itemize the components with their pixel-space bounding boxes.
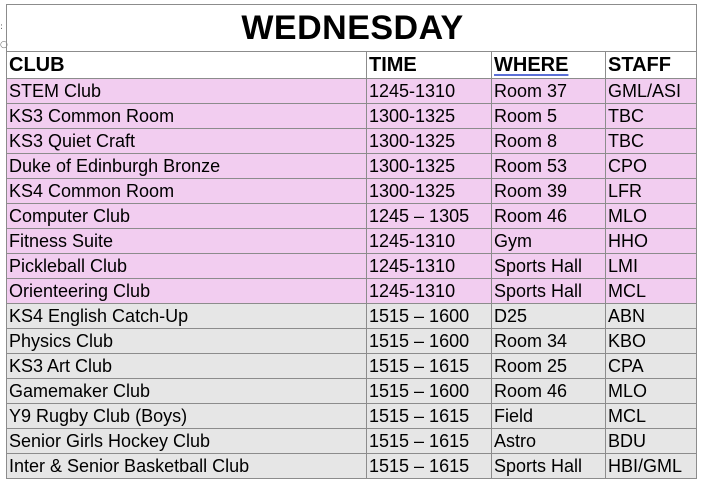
cell-staff: KBO <box>606 329 697 354</box>
table-body <box>7 79 697 479</box>
header-row <box>7 52 697 79</box>
cell-club: Orienteering Club <box>7 279 367 304</box>
cell-club: KS3 Quiet Craft <box>7 129 367 154</box>
cell-club: Senior Girls Hockey Club <box>7 429 367 454</box>
cell-where: Room 46 <box>492 379 606 404</box>
cell-time: 1515 – 1615 <box>367 404 492 429</box>
table-row <box>7 379 697 404</box>
cell-club: STEM Club <box>7 79 367 104</box>
header-club: CLUB <box>7 52 367 79</box>
table-row <box>7 304 697 329</box>
cell-where: Field <box>492 404 606 429</box>
table-row <box>7 179 697 204</box>
cell-time: 1245-1310 <box>367 79 492 104</box>
table-row <box>7 104 697 129</box>
table-row <box>7 254 697 279</box>
cell-club: Pickleball Club <box>7 254 367 279</box>
cell-time: 1515 – 1600 <box>367 304 492 329</box>
header-staff: STAFF <box>606 52 697 79</box>
cell-where: D25 <box>492 304 606 329</box>
cell-where: Room 46 <box>492 204 606 229</box>
cell-time: 1515 – 1615 <box>367 454 492 479</box>
cell-staff: TBC <box>606 104 697 129</box>
cell-club: KS3 Art Club <box>7 354 367 379</box>
cell-club: Y9 Rugby Club (Boys) <box>7 404 367 429</box>
cell-staff: CPA <box>606 354 697 379</box>
table-title: WEDNESDAY <box>7 5 697 52</box>
table-row <box>7 454 697 479</box>
table-anchor-marker: : <box>0 22 4 32</box>
cell-where: Room 8 <box>492 129 606 154</box>
cell-staff: LFR <box>606 179 697 204</box>
cell-staff: MLO <box>606 379 697 404</box>
cell-where: Room 53 <box>492 154 606 179</box>
cell-where: Sports Hall <box>492 279 606 304</box>
table-row <box>7 229 697 254</box>
cell-where: Sports Hall <box>492 254 606 279</box>
cell-club: Inter & Senior Basketball Club <box>7 454 367 479</box>
cell-staff: MCL <box>606 279 697 304</box>
cell-staff: CPO <box>606 154 697 179</box>
cell-staff: TBC <box>606 129 697 154</box>
cell-staff: HHO <box>606 229 697 254</box>
cell-time: 1245-1310 <box>367 279 492 304</box>
cell-club: Computer Club <box>7 204 367 229</box>
table-row <box>7 154 697 179</box>
cell-time: 1300-1325 <box>367 154 492 179</box>
cell-staff: MLO <box>606 204 697 229</box>
cell-club: KS4 Common Room <box>7 179 367 204</box>
cell-where: Astro <box>492 429 606 454</box>
cell-time: 1245-1310 <box>367 229 492 254</box>
cell-where: Room 37 <box>492 79 606 104</box>
cell-club: Duke of Edinburgh Bronze <box>7 154 367 179</box>
cell-club: Fitness Suite <box>7 229 367 254</box>
cell-where: Room 5 <box>492 104 606 129</box>
title-row <box>7 5 697 52</box>
header-where <box>492 52 606 79</box>
cell-staff: GML/ASI <box>606 79 697 104</box>
header-where-label: WHERE <box>494 54 569 76</box>
wednesday-clubs-table <box>6 4 697 479</box>
table-row <box>7 79 697 104</box>
cell-club: KS3 Common Room <box>7 104 367 129</box>
cell-where: Room 25 <box>492 354 606 379</box>
cell-time: 1515 – 1615 <box>367 429 492 454</box>
cell-time: 1300-1325 <box>367 179 492 204</box>
table-row <box>7 279 697 304</box>
table-row <box>7 429 697 454</box>
table-row <box>7 354 697 379</box>
cell-club: Gamemaker Club <box>7 379 367 404</box>
cell-where: Gym <box>492 229 606 254</box>
cell-staff: ABN <box>606 304 697 329</box>
cell-where: Room 39 <box>492 179 606 204</box>
table-handle-marker: ○ <box>0 40 8 50</box>
cell-time: 1245-1310 <box>367 254 492 279</box>
table-row <box>7 404 697 429</box>
cell-staff: MCL <box>606 404 697 429</box>
table-row <box>7 129 697 154</box>
cell-where: Sports Hall <box>492 454 606 479</box>
cell-time: 1245 – 1305 <box>367 204 492 229</box>
cell-club: Physics Club <box>7 329 367 354</box>
cell-staff: LMI <box>606 254 697 279</box>
cell-time: 1515 – 1615 <box>367 354 492 379</box>
cell-time: 1515 – 1600 <box>367 379 492 404</box>
cell-time: 1515 – 1600 <box>367 329 492 354</box>
cell-staff: BDU <box>606 429 697 454</box>
header-time: TIME <box>367 52 492 79</box>
cell-time: 1300-1325 <box>367 129 492 154</box>
cell-staff: HBI/GML <box>606 454 697 479</box>
table-row <box>7 329 697 354</box>
table-row <box>7 204 697 229</box>
cell-where: Room 34 <box>492 329 606 354</box>
cell-club: KS4 English Catch-Up <box>7 304 367 329</box>
cell-time: 1300-1325 <box>367 104 492 129</box>
